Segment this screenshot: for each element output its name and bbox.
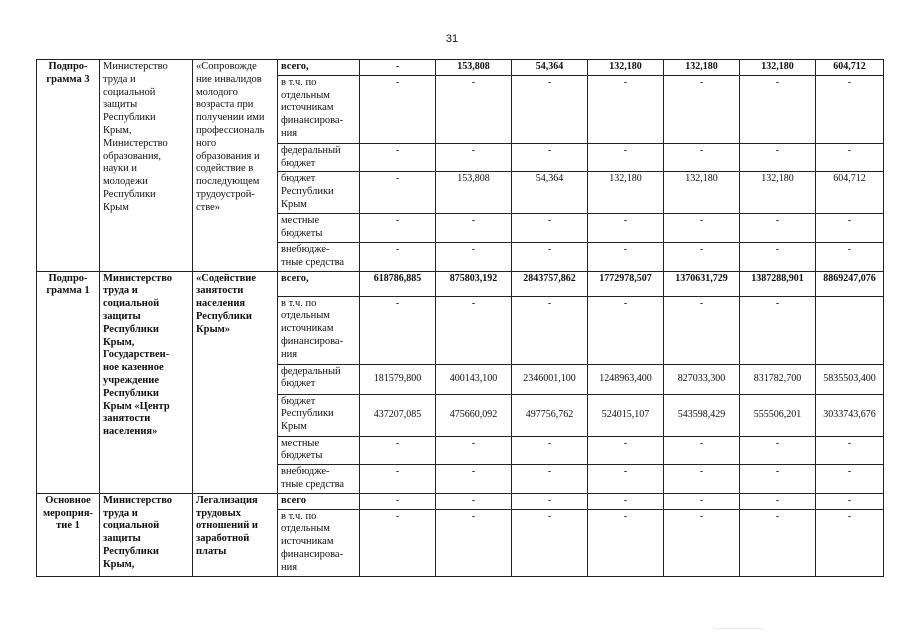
- value-cell: -: [588, 214, 664, 243]
- value-cell: -: [436, 296, 512, 364]
- value-cell: -: [664, 509, 740, 576]
- value-cell: 497756,762: [512, 394, 588, 436]
- value-cell: -: [740, 214, 816, 243]
- value-cell: 132,180: [588, 172, 664, 214]
- value-cell: -: [740, 242, 816, 271]
- value-cell: -: [360, 60, 436, 76]
- program-code: Подпро- грамма 3: [37, 60, 100, 272]
- value-cell: -: [436, 75, 512, 143]
- funding-source-label: всего,: [278, 271, 360, 296]
- value-cell: 1370631,729: [664, 271, 740, 296]
- program-name: «Содействие занятости населения Республики Крым»: [193, 271, 278, 493]
- value-cell: 132,180: [588, 60, 664, 76]
- value-cell: -: [664, 75, 740, 143]
- value-cell: 3033743,676: [816, 394, 884, 436]
- value-cell: 831782,700: [740, 364, 816, 394]
- value-cell: -: [360, 75, 436, 143]
- value-cell: -: [816, 242, 884, 271]
- funding-source-label: федеральный бюджет: [278, 364, 360, 394]
- value-cell: 1248963,400: [588, 364, 664, 394]
- value-cell: -: [816, 509, 884, 576]
- value-cell: 1772978,507: [588, 271, 664, 296]
- value-cell: -: [436, 509, 512, 576]
- value-cell: -: [816, 493, 884, 509]
- value-cell: -: [740, 143, 816, 172]
- value-cell: 153,808: [436, 60, 512, 76]
- value-cell: -: [360, 242, 436, 271]
- funding-source-label: внебюдже- тные средства: [278, 242, 360, 271]
- value-cell: -: [588, 436, 664, 465]
- value-cell: -: [512, 75, 588, 143]
- value-cell: -: [740, 509, 816, 576]
- table-row: [37, 271, 884, 296]
- value-cell: -: [512, 214, 588, 243]
- value-cell: -: [740, 465, 816, 494]
- value-cell: [816, 296, 884, 364]
- value-cell: -: [588, 509, 664, 576]
- value-cell: -: [664, 296, 740, 364]
- value-cell: 153,808: [436, 172, 512, 214]
- funding-source-label: местные бюджеты: [278, 214, 360, 243]
- value-cell: -: [360, 143, 436, 172]
- value-cell: 132,180: [740, 60, 816, 76]
- value-cell: -: [816, 214, 884, 243]
- value-cell: -: [816, 436, 884, 465]
- funding-source-label: в т.ч. по отдельным источникам финансирова- ния: [278, 509, 360, 576]
- page-number: 31: [445, 33, 459, 45]
- value-cell: 555506,201: [740, 394, 816, 436]
- value-cell: 875803,192: [436, 271, 512, 296]
- value-cell: -: [512, 296, 588, 364]
- value-cell: -: [360, 493, 436, 509]
- value-cell: 8869247,076: [816, 271, 884, 296]
- value-cell: -: [436, 143, 512, 172]
- value-cell: -: [436, 465, 512, 494]
- value-cell: 604,712: [816, 172, 884, 214]
- table-row: [37, 493, 884, 509]
- scan-mark: [714, 628, 764, 629]
- value-cell: -: [664, 214, 740, 243]
- value-cell: -: [512, 509, 588, 576]
- value-cell: -: [740, 493, 816, 509]
- value-cell: -: [588, 465, 664, 494]
- value-cell: -: [588, 296, 664, 364]
- program-code: Основное мероприя- тие 1: [37, 493, 100, 576]
- value-cell: -: [360, 509, 436, 576]
- funding-source-label: внебюдже- тные средства: [278, 465, 360, 494]
- value-cell: -: [360, 296, 436, 364]
- value-cell: 54,364: [512, 172, 588, 214]
- responsible-executor: Министерство труда и социальной защиты Республики Крым, Министерство образования, науки и молодежи Республики Крым: [100, 60, 193, 272]
- funding-source-label: бюджет Республики Крым: [278, 172, 360, 214]
- value-cell: -: [512, 143, 588, 172]
- funding-source-label: всего,: [278, 60, 360, 76]
- value-cell: -: [816, 143, 884, 172]
- value-cell: -: [816, 75, 884, 143]
- funding-source-label: в т.ч. по отдельным источникам финансирова- ния: [278, 296, 360, 364]
- value-cell: -: [360, 436, 436, 465]
- value-cell: -: [664, 143, 740, 172]
- value-cell: -: [664, 465, 740, 494]
- value-cell: -: [436, 436, 512, 465]
- value-cell: -: [360, 214, 436, 243]
- value-cell: 827033,300: [664, 364, 740, 394]
- value-cell: -: [740, 436, 816, 465]
- value-cell: -: [436, 242, 512, 271]
- budget-table: [36, 59, 884, 577]
- value-cell: -: [740, 296, 816, 364]
- value-cell: -: [436, 493, 512, 509]
- funding-source-label: местные бюджеты: [278, 436, 360, 465]
- value-cell: 543598,429: [664, 394, 740, 436]
- value-cell: -: [512, 493, 588, 509]
- value-cell: -: [512, 436, 588, 465]
- value-cell: 132,180: [664, 172, 740, 214]
- value-cell: 437207,085: [360, 394, 436, 436]
- value-cell: -: [588, 242, 664, 271]
- value-cell: 1387288,901: [740, 271, 816, 296]
- value-cell: -: [816, 465, 884, 494]
- value-cell: -: [436, 214, 512, 243]
- value-cell: 54,364: [512, 60, 588, 76]
- program-name: «Сопровожде ние инвалидов молодого возраста при получении ими профессиональ ного образования и содействие в последующем трудоустрой- стве»: [193, 60, 278, 272]
- value-cell: 132,180: [740, 172, 816, 214]
- funding-source-label: в т.ч. по отдельным источникам финансирова- ния: [278, 75, 360, 143]
- value-cell: 2346001,100: [512, 364, 588, 394]
- value-cell: -: [360, 465, 436, 494]
- value-cell: 181579,800: [360, 364, 436, 394]
- value-cell: -: [664, 436, 740, 465]
- funding-source-label: федеральный бюджет: [278, 143, 360, 172]
- program-code: Подпро- грамма 1: [37, 271, 100, 493]
- responsible-executor: Министерство труда и социальной защиты Республики Крым,: [100, 493, 193, 576]
- value-cell: -: [664, 242, 740, 271]
- value-cell: -: [664, 493, 740, 509]
- table-row: [37, 60, 884, 76]
- value-cell: 132,180: [664, 60, 740, 76]
- value-cell: 400143,100: [436, 364, 512, 394]
- value-cell: -: [588, 493, 664, 509]
- responsible-executor: Министерство труда и социальной защиты Республики Крым, Государствен- ное казенное учреждение Республики Крым «Центр занятости населения»: [100, 271, 193, 493]
- value-cell: 524015,107: [588, 394, 664, 436]
- funding-source-label: всего: [278, 493, 360, 509]
- value-cell: 618786,885: [360, 271, 436, 296]
- value-cell: -: [512, 465, 588, 494]
- value-cell: 2843757,862: [512, 271, 588, 296]
- value-cell: 5835503,400: [816, 364, 884, 394]
- value-cell: -: [740, 75, 816, 143]
- value-cell: -: [360, 172, 436, 214]
- value-cell: -: [588, 143, 664, 172]
- value-cell: 475660,092: [436, 394, 512, 436]
- value-cell: -: [512, 242, 588, 271]
- program-name: Легализация трудовых отношений и заработной платы: [193, 493, 278, 576]
- value-cell: 604,712: [816, 60, 884, 76]
- funding-source-label: бюджет Республики Крым: [278, 394, 360, 436]
- value-cell: -: [588, 75, 664, 143]
